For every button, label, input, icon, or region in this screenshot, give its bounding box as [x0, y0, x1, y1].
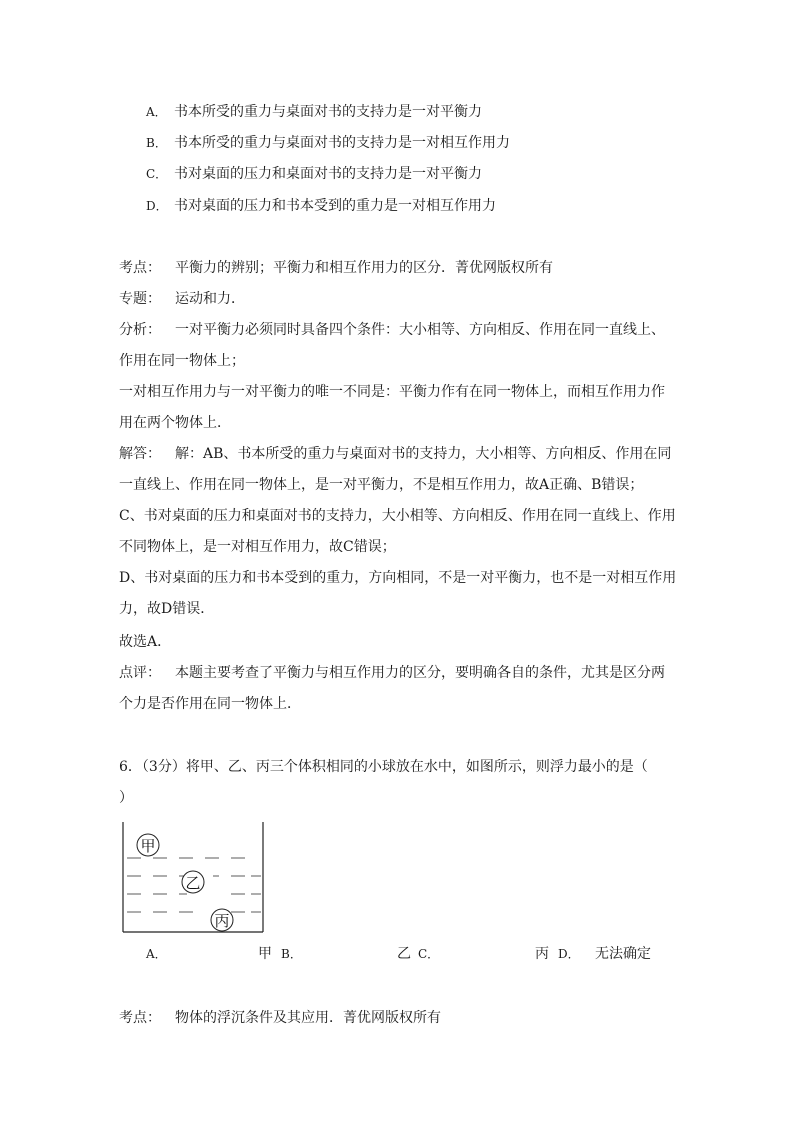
option-c	[146, 164, 482, 184]
choice-d	[558, 944, 580, 964]
zhuanti-row	[119, 289, 245, 309]
jieda-line: 力，故D错误．	[119, 601, 215, 617]
ball-yi	[182, 871, 204, 893]
kaodian-row	[119, 258, 553, 278]
ball-label: 甲	[140, 837, 156, 855]
option-letter: A．	[146, 105, 167, 119]
ball-label: 乙	[185, 874, 201, 892]
ball-jia	[137, 834, 159, 856]
option-text: 书对桌面的压力和书本受到的重力是一对相互作用力	[174, 198, 496, 214]
choice-letter: C．	[418, 947, 440, 961]
question-6-stem: 6．（3分）将甲、乙、丙三个体积相同的小球放在水中，如图所示，则浮力最小的是（	[119, 759, 648, 775]
dianping-line: 个力是否作用在同一物体上．	[119, 696, 301, 712]
kaodian-text: 平衡力的辨别；平衡力和相互作用力的区分．菁优网版权所有	[175, 260, 553, 276]
fenxi-row	[119, 320, 665, 340]
jieda-line: 不同物体上，是一对相互作用力，故C错误；	[119, 539, 396, 555]
option-text: 书本所受的重力与桌面对书的支持力是一对相互作用力	[174, 135, 510, 151]
buoyancy-figure	[121, 820, 266, 935]
choice-b-text: 乙	[397, 946, 411, 962]
choice-letter: A．	[146, 947, 167, 961]
choice-a-text: 甲	[258, 946, 272, 962]
zhuanti-text: 运动和力．	[175, 291, 245, 307]
dianping-line: 本题主要考查了平衡力与相互作用力的区分，要明确各自的条件，尤其是区分两	[175, 665, 665, 681]
jieda-line: 一直线上、作用在同一物体上，是一对平衡力，不是相互作用力，故A正确、B错误；	[119, 477, 644, 493]
option-b	[146, 133, 510, 153]
option-letter: C．	[146, 167, 168, 181]
option-a	[146, 102, 482, 122]
choice-b	[281, 944, 302, 964]
option-letter: D．	[146, 199, 168, 213]
choice-letter: B．	[281, 947, 302, 961]
option-text: 书本所受的重力与桌面对书的支持力是一对平衡力	[174, 104, 482, 120]
option-text: 书对桌面的压力和桌面对书的支持力是一对平衡力	[174, 166, 482, 182]
option-d	[146, 196, 496, 216]
ball-label: 丙	[214, 912, 230, 930]
fenxi-line: 一对平衡力必须同时具备四个条件：大小相等、方向相反、作用在同一直线上、	[175, 322, 665, 338]
choice-letter: D．	[558, 947, 580, 961]
fenxi-line: 作用在同一物体上；	[119, 353, 245, 369]
option-letter: B．	[146, 136, 167, 150]
choice-c-text: 丙	[535, 946, 549, 962]
jieda-line: 解：AB、书本所受的重力与桌面对书的支持力，大小相等、方向相反、作用在同	[175, 446, 672, 462]
choice-c	[418, 944, 439, 964]
jieda-line: D、书对桌面的压力和书本受到的重力，方向相同，不是一对平衡力，也不是一对相互作用	[119, 570, 677, 586]
kaodian2-row	[119, 1008, 441, 1028]
choice-a	[146, 944, 167, 964]
zhuanti-label: 专题：	[119, 291, 161, 307]
fenxi-line: 一对相互作用力与一对平衡力的唯一不同是：平衡力作有在同一物体上，而相互作用力作	[119, 384, 665, 400]
jieda-line: 故选A．	[119, 634, 172, 650]
choice-d-text: 无法确定	[595, 946, 651, 962]
kaodian2-label: 考点：	[119, 1010, 161, 1026]
kaodian-label: 考点：	[119, 260, 161, 276]
jieda-line: C、书对桌面的压力和桌面对书的支持力，大小相等、方向相反、作用在同一直线上、作用	[119, 508, 676, 524]
jieda-row	[119, 444, 671, 464]
jieda-label: 解答：	[119, 446, 161, 462]
question-6-stem-end: ）	[119, 790, 133, 806]
fenxi-line: 用在两个物体上．	[119, 415, 231, 431]
ball-bing	[211, 909, 233, 931]
dianping-row	[119, 663, 665, 683]
kaodian2-text: 物体的浮沉条件及其应用．菁优网版权所有	[175, 1010, 441, 1026]
fenxi-label: 分析：	[119, 322, 161, 338]
dianping-label: 点评：	[119, 665, 161, 681]
